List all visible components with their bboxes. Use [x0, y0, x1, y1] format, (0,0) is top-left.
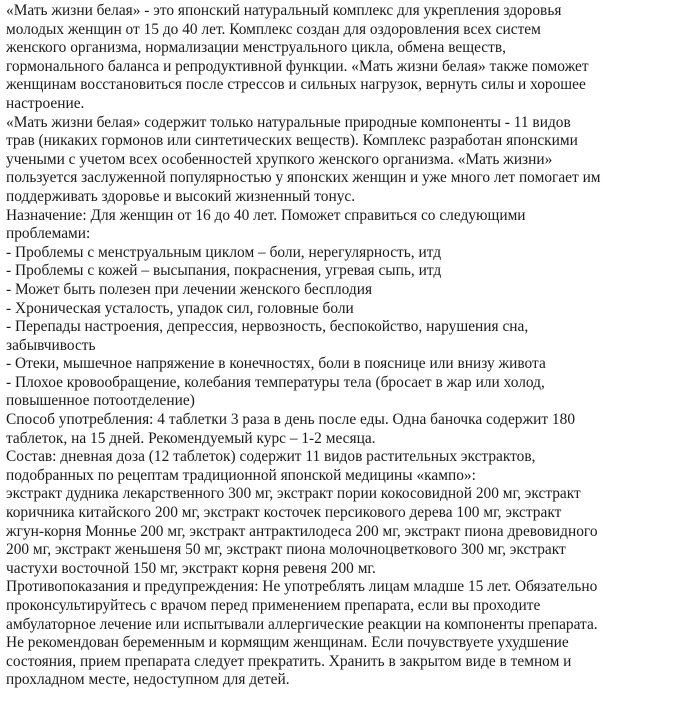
text-line: молодых женщин от 15 до 40 лет. Комплекс создан для оздоровления всех систем: [6, 20, 541, 38]
text-line: настроение.: [6, 94, 85, 112]
text-line: прохладном месте, недоступном для детей.: [6, 671, 290, 689]
text-line: - Может быть полезен при лечении женского бесплодия: [6, 280, 373, 298]
text-line: пользуется заслуженной популярностью у японских женщин и уже много лет помогает им: [6, 169, 601, 187]
text-line: - Проблемы с менструальным циклом – боли, нерегулярность, итд: [6, 243, 442, 261]
text-line: коричника китайского 200 мг, экстракт косточек персикового дерева 100 мг, экстракт: [6, 504, 562, 522]
document-body: [6, 2, 674, 690]
text-line: поддерживать здоровье и высокий жизненный тонус.: [6, 187, 356, 205]
text-line: 200 мг, экстракт женьшеня 50 мг, экстракт пиона молочноцветкового 300 мг, экстракт: [6, 541, 566, 559]
text-line: Назначение: Для женщин от 16 до 40 лет. Поможет справиться со следующими: [6, 206, 526, 224]
text-line: трав (никаких гормонов или синтетических веществ). Комплекс разработан японскими: [6, 132, 578, 150]
text-line: Противопоказания и предупреждения: Не употреблять лицам младше 15 лет. Обязательно: [6, 578, 598, 596]
text-line: состояния, прием препарата следует прекратить. Хранить в закрытом виде в темном и: [6, 652, 572, 670]
text-line: экстракт дудника лекарственного 300 мг, экстракт пории кокосовидной 200 мг, экстракт: [6, 485, 581, 503]
text-line: «Мать жизни белая» содержит только натуральные природные компоненты - 11 видов: [6, 113, 571, 131]
text-line: женского организма, нормализации менструального цикла, обмена веществ,: [6, 39, 506, 57]
text-line: - Отеки, мышечное напряжение в конечностях, боли в пояснице или внизу живота: [6, 355, 546, 373]
text-line: учеными с учетом всех особенностей хрупкого женского организма. «Мать жизни»: [6, 150, 553, 168]
text-line: подобранных по рецептам традиционной японской медицины «кампо»:: [6, 466, 476, 484]
text-line: амбулаторное лечение или испытывали аллергические реакции на компоненты препарата.: [6, 615, 598, 633]
text-line: частухи восточной 150 мг, экстракт корня ревеня 200 мг.: [6, 559, 376, 577]
text-line: Способ употребления: 4 таблетки 3 раза в день после еды. Одна баночка содержит 180: [6, 411, 576, 429]
text-line: «Мать жизни белая» - это японский натуральный комплекс для укрепления здоровья: [6, 2, 562, 19]
text-line: жгун-корня Моннье 200 мг, экстракт антрактилодеса 200 мг, экстракт пиона древовидного: [6, 522, 598, 540]
text-line: женщинам восстановиться после стрессов и сильных нагрузок, вернуть силы и хорошее: [6, 76, 586, 94]
text-line: - Хроническая усталость, упадок сил, головные боли: [6, 299, 354, 317]
text-line: гормонального баланса и репродуктивной функции. «Мать жизни белая» также поможет: [6, 57, 589, 75]
text-line: таблеток, на 15 дней. Рекомендуемый курс – 1-2 месяца.: [6, 429, 376, 447]
text-line: - Проблемы с кожей – высыпания, покраснения, угревая сыпь, итд: [6, 262, 442, 280]
text-line: проблемами:: [6, 225, 91, 243]
text-line: повышенное потоотделение): [6, 392, 195, 410]
text-line: забывчивость: [6, 336, 96, 354]
text-line: Состав: дневная доза (12 таблеток) содержит 11 видов растительных экстрактов,: [6, 448, 536, 466]
text-line: Не рекомендован беременным и кормящим женщинам. Если почувствуете ухудшение: [6, 634, 569, 652]
text-line: - Перепады настроения, депрессия, нервозность, беспокойство, нарушения сна,: [6, 318, 529, 336]
text-line: - Плохое кровообращение, колебания температуры тела (бросает в жар или холод,: [6, 373, 545, 391]
text-line: проконсультируйтесь с врачом перед применением препарата, если вы проходите: [6, 597, 541, 614]
